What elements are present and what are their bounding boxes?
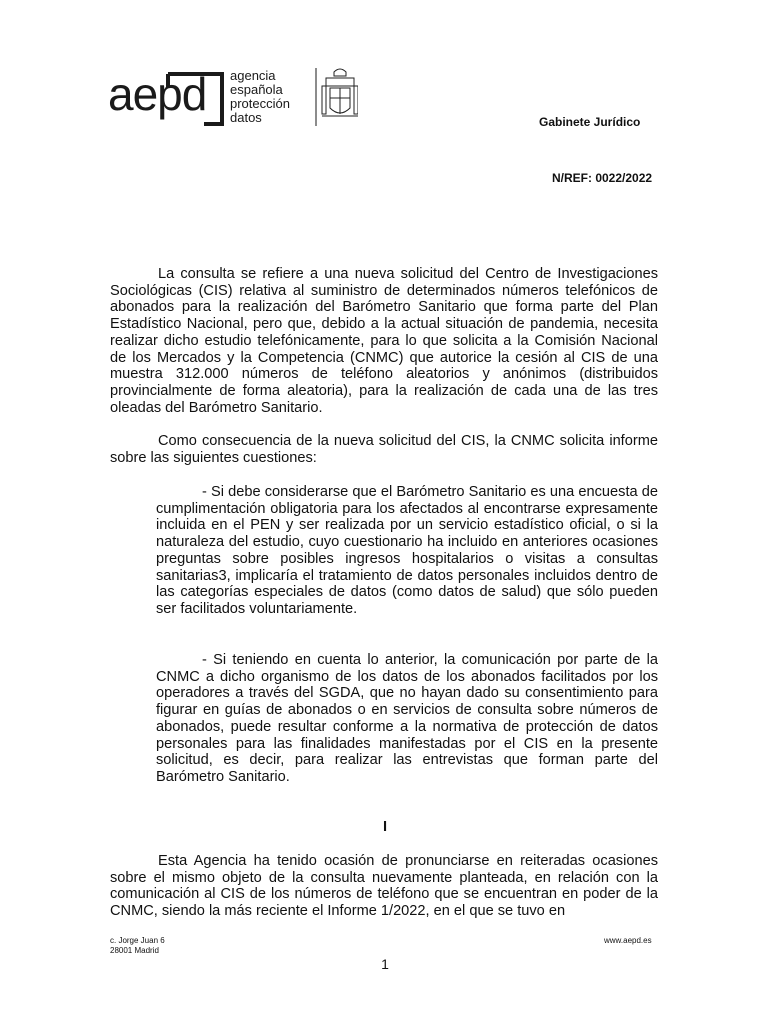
department-label: Gabinete Jurídico bbox=[539, 115, 641, 129]
address-line-1: c. Jorge Juan 6 bbox=[110, 936, 165, 945]
aepd-logo bbox=[108, 66, 358, 133]
logo-line-1: agencia bbox=[230, 68, 276, 83]
logo-line-4: datos bbox=[230, 110, 262, 125]
section-heading: I bbox=[382, 819, 388, 835]
paragraph-text: Como consecuencia de la nueva solicitud del CIS, la CNMC solicita informe sobre las siguientes cuestiones: bbox=[110, 433, 658, 466]
question-text: - Si teniendo en cuenta lo anterior, la comunicación por parte de la CNMC a dicho organismo de los datos de los abonados facilitados por los operadores a través del SGDA, que no hayan dado su consentimiento para figurar en guías de abonados o en servicios de consulta sobre números de abonados, puede resultar conforme a la normativa de protección de datos personales para las finalidades manifestadas por el CIS en la presente solicitud, es decir, para realizar las entrevistas que forman parte del Barómetro Sanitario. bbox=[156, 652, 658, 785]
footer-address bbox=[110, 936, 165, 956]
coat-of-arms-icon bbox=[322, 69, 358, 116]
address-line-2: 28001 Madrid bbox=[110, 946, 159, 955]
paragraph-3 bbox=[110, 853, 658, 920]
logo-wordmark: aepd bbox=[108, 68, 207, 120]
page-number: 1 bbox=[381, 956, 389, 972]
paragraph-2 bbox=[110, 433, 658, 466]
question-text: - Si debe considerarse que el Barómetro Sanitario es una encuesta de cumplimentación obligatoria para los afectados al encontrarse expresamente incluida en el PEN y ser realizada por un servicio estadístico oficial, o si la naturaleza del estudio, cuyo cuestionario ha incluido en anteriores ocasiones preguntas sobre posibles ingresos hospitalarios o visitas a consultas sanitarias3, implicaría el tratamiento de datos personales incluidos dentro de las categorías especiales de datos (como datos de salud) que sólo pueden ser facilitados voluntariamente. bbox=[156, 484, 658, 617]
question-item-2 bbox=[156, 652, 658, 786]
footer-website: www.aepd.es bbox=[604, 936, 652, 945]
reference-number: N/REF: 0022/2022 bbox=[552, 171, 653, 185]
aepd-logo-graphic bbox=[108, 66, 358, 128]
paragraph-1 bbox=[110, 266, 658, 416]
paragraph-text: Esta Agencia ha tenido ocasión de pronunciarse en reiteradas ocasiones sobre el mismo objeto de la consulta nuevamente planteada, en relación con la comunicación al CIS de los números de teléfono que se encuentran en poder de la CNMC, siendo la más reciente el Informe 1/2022, en el que se tuvo en bbox=[110, 853, 658, 920]
logo-line-3: protección bbox=[230, 96, 290, 111]
logo-line-2: española bbox=[230, 82, 283, 97]
paragraph-text: La consulta se refiere a una nueva solicitud del Centro de Investigaciones Sociológicas (CIS) relativa al suministro de determinados números telefónicos de abonados para la realización del Barómetro Sanitario que forma parte del Plan Estadístico Nacional, pero que, debido a la actual situación de pandemia, necesita realizar dicho estudio telefónicamente, para lo que solicita a la Comisión Nacional de los Mercados y la Competencia (CNMC) que autorice la cesión al CIS de una muestra 312.000 números de teléfono aleatorios y anónimos (distribuidos provincialmente de forma aleatoria), para la realización de cada una de las tres oleadas del Barómetro Sanitario. bbox=[110, 266, 658, 416]
question-item-1 bbox=[156, 484, 658, 618]
